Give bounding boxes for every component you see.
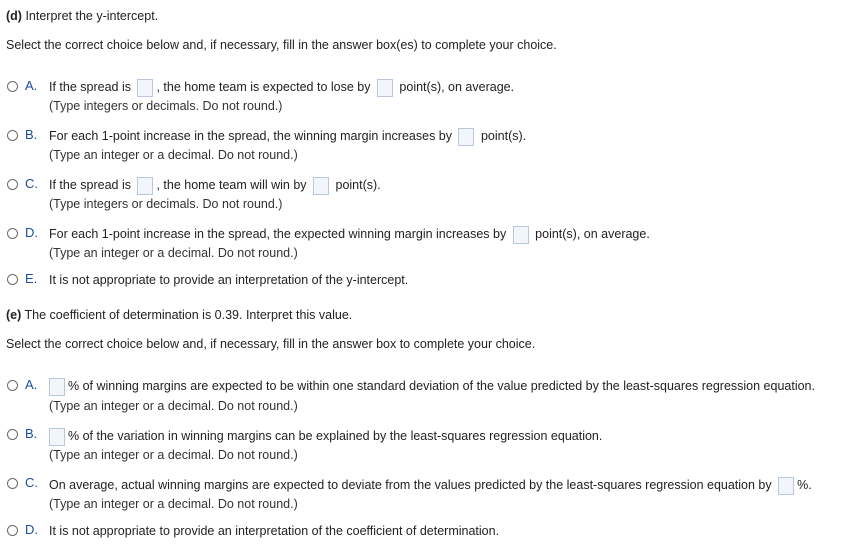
radio-d-c[interactable] xyxy=(7,179,18,190)
choice-d-a-hint: (Type integers or decimals. Do not round.) xyxy=(49,99,283,113)
answer-box-e-a[interactable] xyxy=(49,378,65,396)
answer-box-d-c-2[interactable] xyxy=(313,177,329,195)
choice-d-e-letter: E. xyxy=(25,271,38,286)
answer-box-d-b[interactable] xyxy=(458,128,474,146)
choice-e-d-text: It is not appropriate to provide an interpretation of the coefficient of determination. xyxy=(49,524,500,538)
choice-d-c-letter: C. xyxy=(25,176,38,191)
choice-e-a-letter: A. xyxy=(25,377,38,392)
choice-d-a-letter: A. xyxy=(25,78,38,93)
radio-d-b[interactable] xyxy=(7,130,18,141)
answer-box-e-c[interactable] xyxy=(778,477,794,495)
answer-box-d-a-2[interactable] xyxy=(377,79,393,97)
choice-d-b-text: For each 1-point increase in the spread, the winning margin increases by point(s). xyxy=(49,127,526,146)
part-d-heading: (d) Interpret the y-intercept. xyxy=(6,9,159,23)
choice-d-c-text: If the spread is , the home team will win by point(s). xyxy=(49,176,381,195)
choice-e-c-text: On average, actual winning margins are expected to deviate from the values predicted by the least-squares regression equation by %. xyxy=(49,476,812,495)
choice-e-d-letter: D. xyxy=(25,522,38,537)
answer-box-d-d[interactable] xyxy=(513,226,529,244)
choice-d-c-hint: (Type integers or decimals. Do not round.) xyxy=(49,197,283,211)
answer-box-d-c-1[interactable] xyxy=(137,177,153,195)
part-e-heading: (e) The coefficient of determination is 0.39. Interpret this value. xyxy=(6,308,353,322)
answer-box-e-b[interactable] xyxy=(49,428,65,446)
radio-e-a[interactable] xyxy=(7,380,18,391)
choice-d-d-letter: D. xyxy=(25,225,38,240)
choice-e-a-hint: (Type an integer or a decimal. Do not round.) xyxy=(49,399,298,413)
radio-e-d[interactable] xyxy=(7,525,18,536)
part-d-instruction: Select the correct choice below and, if necessary, fill in the answer box(es) to complete your choice. xyxy=(6,38,557,52)
radio-d-d[interactable] xyxy=(7,228,18,239)
radio-d-e[interactable] xyxy=(7,274,18,285)
choice-e-b-text: % of the variation in winning margins can be explained by the least-squares regression equation. xyxy=(49,427,602,446)
part-e-instruction: Select the correct choice below and, if necessary, fill in the answer box to complete your choice. xyxy=(6,337,536,351)
choice-d-e-text: It is not appropriate to provide an interpretation of the y-intercept. xyxy=(49,273,409,287)
radio-d-a[interactable] xyxy=(7,81,18,92)
answer-box-d-a-1[interactable] xyxy=(137,79,153,97)
choice-e-b-hint: (Type an integer or a decimal. Do not round.) xyxy=(49,448,298,462)
choice-d-a-text: If the spread is , the home team is expected to lose by point(s), on average. xyxy=(49,78,514,97)
radio-e-b[interactable] xyxy=(7,429,18,440)
choice-e-b-letter: B. xyxy=(25,426,38,441)
choice-d-d-text: For each 1-point increase in the spread, the expected winning margin increases by point(s), on average. xyxy=(49,225,650,244)
choice-d-b-letter: B. xyxy=(25,127,38,142)
choice-d-d-hint: (Type an integer or a decimal. Do not round.) xyxy=(49,246,298,260)
choice-e-c-hint: (Type an integer or a decimal. Do not round.) xyxy=(49,497,298,511)
choice-e-a-text: % of winning margins are expected to be within one standard deviation of the value predicted by the least-squares regression equation. xyxy=(49,377,815,396)
radio-e-c[interactable] xyxy=(7,478,18,489)
choice-e-c-letter: C. xyxy=(25,475,38,490)
choice-d-b-hint: (Type an integer or a decimal. Do not round.) xyxy=(49,148,298,162)
